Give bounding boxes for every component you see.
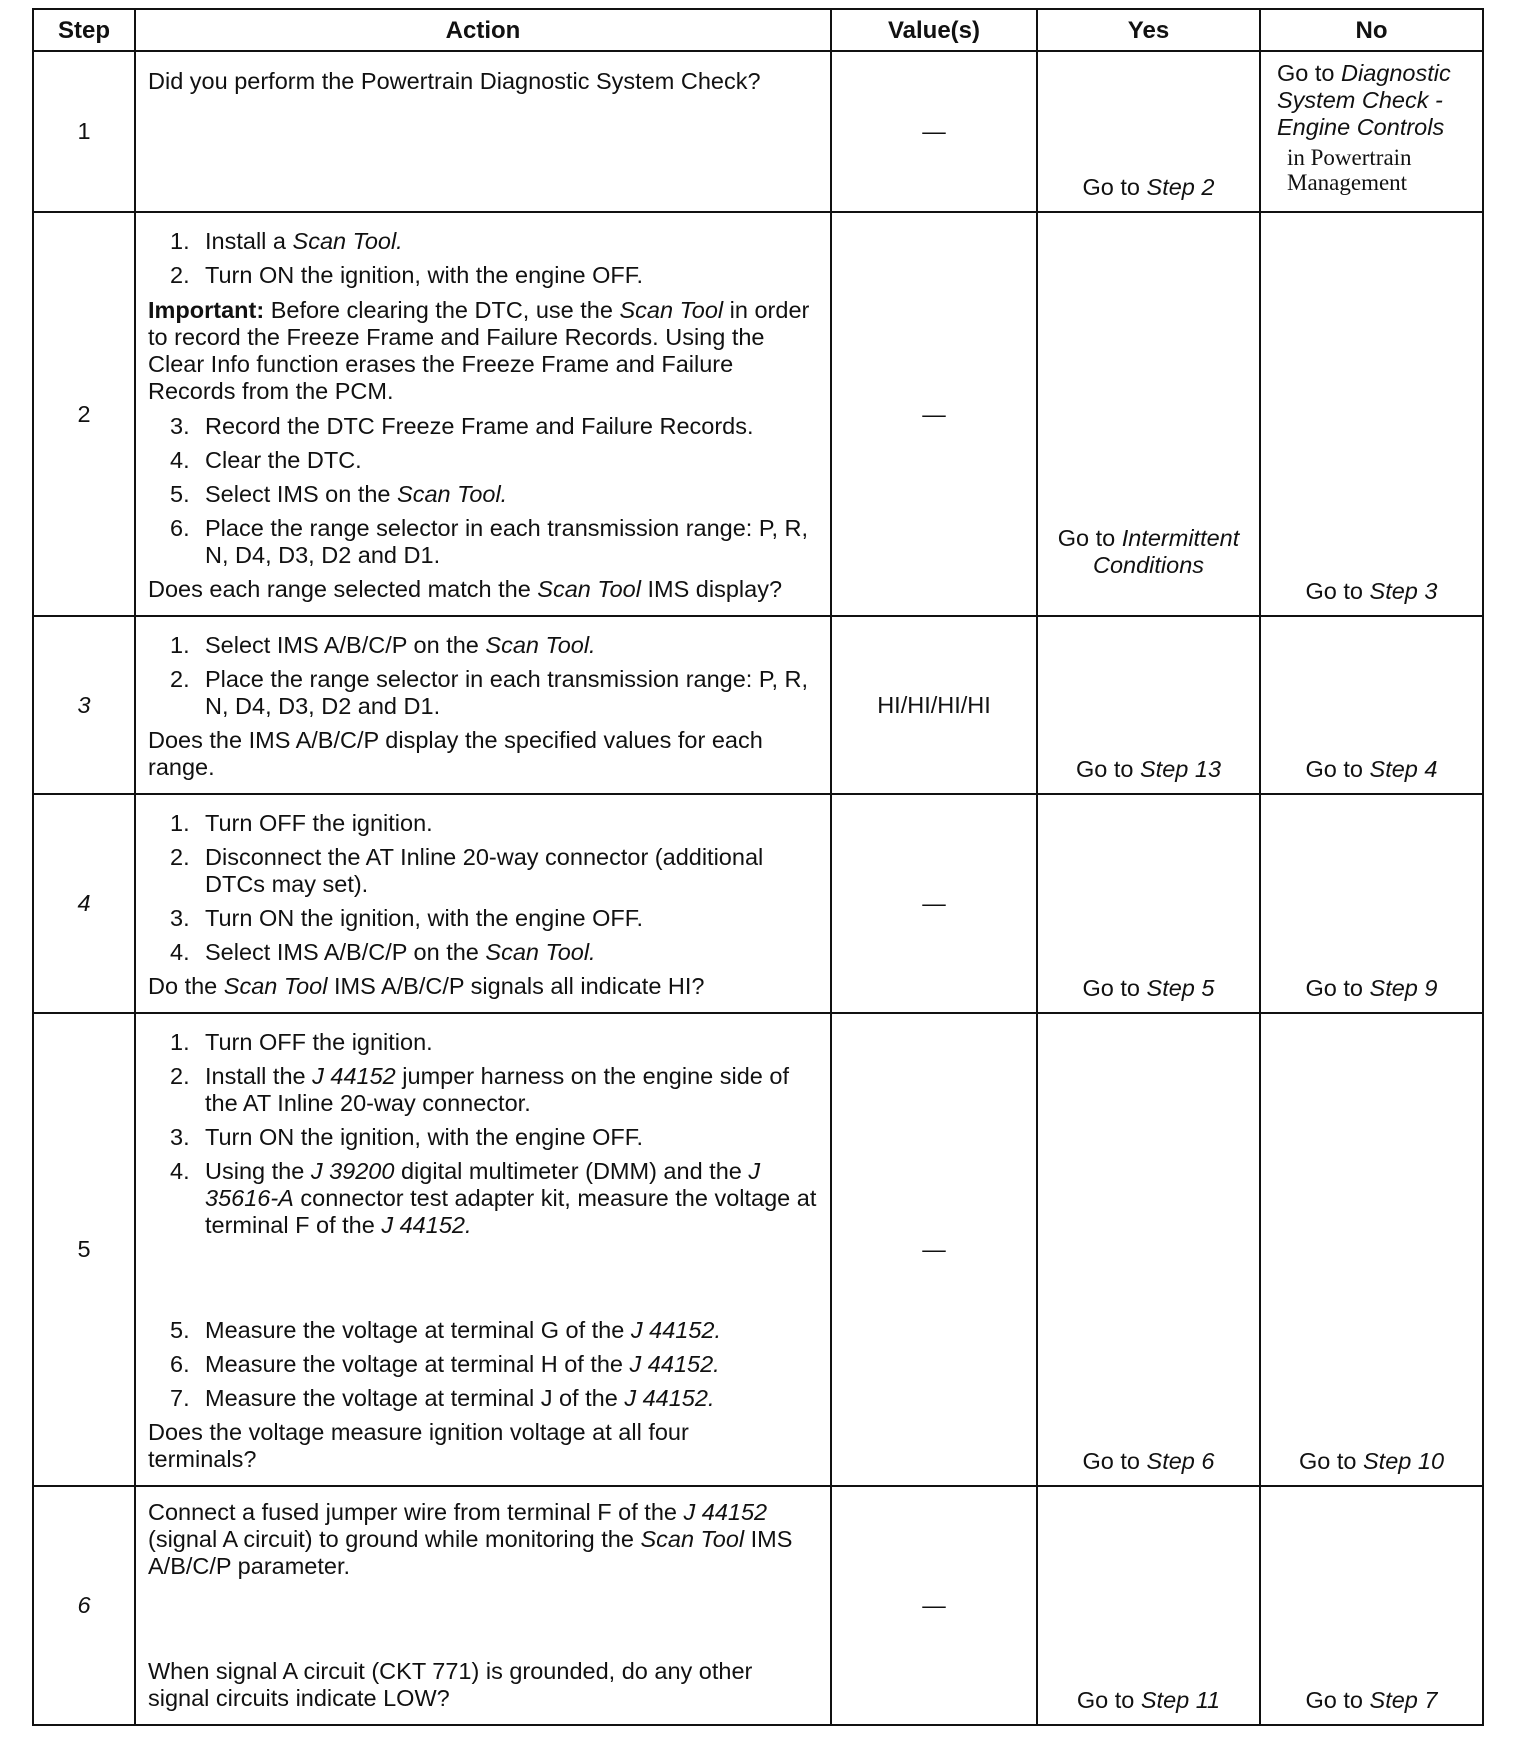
list-item [148,413,820,440]
question: Did you perform the Powertrain Diagnostic System Check? [148,68,761,94]
yes-prefix: Go to [1076,1687,1141,1713]
yes-link[interactable]: Step 2 [1146,174,1215,200]
table-row [33,51,1483,212]
no-prefix: Go to [1298,1448,1363,1474]
item-emphasis: J 44152 [312,1063,396,1089]
item-number: 3. [170,413,190,439]
yes-cell [1037,616,1260,794]
item-number: 7. [170,1385,190,1411]
item-text: Record the DTC Freeze Frame and Failure Records. [205,413,754,439]
step-number: 4 [33,794,135,1013]
item-number: 4. [170,1158,190,1184]
item-emphasis: Scan Tool. [292,228,403,254]
header-yes: Yes [1037,9,1260,51]
list-item [148,1124,820,1151]
header-no: No [1260,9,1483,51]
question: When signal A circuit (CKT 771) is grounded, do any other signal circuits indicate LOW? [148,1658,753,1711]
item-emphasis: J 39200 [310,1158,395,1184]
no-prefix: Go to [1277,60,1342,86]
action-list [148,413,820,569]
list-item [148,905,820,932]
no-link[interactable]: Step 3 [1369,578,1438,604]
no-prefix: Go to [1305,578,1370,604]
no-link[interactable]: Step 9 [1369,975,1438,1001]
yes-cell [1037,794,1260,1013]
no-cell [1260,616,1483,794]
list-item [148,1317,820,1344]
header-step: Step [33,9,135,51]
item-text: Turn OFF the ignition. [205,810,433,836]
item-number: 2. [170,666,190,692]
no-cell [1260,1013,1483,1486]
no-prefix: Go to [1305,975,1370,1001]
item-emphasis: J 44152. [629,1351,720,1377]
yes-cell [1037,212,1260,616]
note-text: Before clearing the DTC, use the [264,297,620,323]
action-list [148,228,820,289]
action-cell [135,51,831,212]
item-number: 1. [170,810,190,836]
question-text: IMS A/B/C/P signals all indicate HI? [327,973,705,999]
list-item [148,515,820,569]
question: Does the IMS A/B/C/P display the specified values for each range. [148,727,763,780]
list-item [148,632,820,659]
item-number: 5. [170,481,190,507]
no-link[interactable]: Step 10 [1363,1448,1445,1474]
list-item [148,666,820,720]
question-text: Does each range selected match the [148,576,538,602]
item-number: 1. [170,1029,190,1055]
list-item [148,1158,820,1239]
action-cell [135,1013,831,1486]
item-number: 4. [170,939,190,965]
yes-link[interactable]: Step 6 [1146,1448,1215,1474]
item-number: 2. [170,1063,190,1089]
item-text: Disconnect the AT Inline 20-way connector (additional DTCs may set). [205,844,764,897]
item-number: 5. [170,1317,190,1343]
item-number: 1. [170,632,190,658]
item-text: Select IMS A/B/C/P on the [205,632,486,658]
item-text: Turn ON the ignition, with the engine OFF. [205,262,644,288]
yes-prefix: Go to [1075,756,1140,782]
yes-cell [1037,1013,1260,1486]
item-number: 6. [170,1351,190,1377]
list-item [148,1029,820,1056]
important-label: Important: [148,297,265,323]
list-item [148,1351,820,1378]
instruction-emphasis: Scan Tool [640,1526,745,1552]
no-cell [1260,51,1483,212]
item-text: Install the [205,1063,313,1089]
item-text: Turn OFF the ignition. [205,1029,433,1055]
yes-link[interactable]: Step 5 [1146,975,1215,1001]
yes-cell [1037,1486,1260,1725]
item-text: Turn ON the ignition, with the engine OFF. [205,905,644,931]
question-emphasis: Scan Tool [537,576,641,602]
instruction-text: IMS A/B/C/P parameter. [148,1526,793,1579]
no-link[interactable]: Step 4 [1369,756,1438,782]
table-row [33,212,1483,616]
note-emphasis: Scan Tool [619,297,724,323]
step-number: 3 [33,616,135,794]
instruction-text: (signal A circuit) to ground while monitoring the [148,1526,641,1552]
instruction-emphasis: J 44152 [683,1499,768,1525]
table-row [33,1013,1483,1486]
no-link[interactable]: Step 7 [1369,1687,1438,1713]
value-cell: — [831,1013,1037,1486]
item-text: Using the [205,1158,311,1184]
table-row [33,616,1483,794]
question-text: IMS display? [640,576,783,602]
action-cell [135,1486,831,1725]
no-prefix: Go to [1305,756,1370,782]
action-list [148,810,820,966]
table-row [33,794,1483,1013]
value-cell: — [831,212,1037,616]
item-emphasis: Scan Tool. [485,632,596,658]
yes-link[interactable]: Intermittent Conditions [1092,525,1240,578]
item-number: 2. [170,844,190,870]
no-prefix: Go to [1305,1687,1370,1713]
list-item [148,228,820,255]
no-cell [1260,1486,1483,1725]
question [148,576,820,603]
item-text: Turn ON the ignition, with the engine OFF. [205,1124,644,1150]
yes-link[interactable]: Step 13 [1140,756,1222,782]
item-text: Measure the voltage at terminal H of the [205,1351,630,1377]
important-note [148,297,820,405]
item-text: Install a [205,228,293,254]
no-cell [1260,794,1483,1013]
item-text: Select IMS A/B/C/P on the [205,939,486,965]
list-item [148,481,820,508]
item-text: Measure the voltage at terminal G of the [205,1317,631,1343]
list-item [148,1063,820,1117]
yes-prefix: Go to [1082,174,1147,200]
action-cell [135,794,831,1013]
action-list [148,632,820,720]
no-suffix: in Powertrain Management [1287,145,1412,195]
list-item [148,1385,820,1412]
yes-prefix: Go to [1082,1448,1147,1474]
item-text: connector test adapter kit, measure the voltage at terminal F of the [205,1185,817,1238]
no-cell [1260,212,1483,616]
no-link[interactable]: Diagnostic System Check - Engine Controls [1277,60,1451,140]
item-text: Place the range selector in each transmission range: P, R, N, D4, D3, D2 and D1. [205,666,809,719]
item-number: 4. [170,447,190,473]
diagnostic-table [32,8,1484,1726]
item-text: Select IMS on the [205,481,398,507]
action-list [148,1029,820,1412]
action-cell [135,212,831,616]
step-number: 5 [33,1013,135,1486]
question: Does the voltage measure ignition voltage at all four terminals? [148,1419,689,1472]
question-text: Do the [148,973,224,999]
item-text: jumper harness on the engine side of the AT Inline 20-way connector. [205,1063,789,1116]
item-text: Place the range selector in each transmission range: P, R, N, D4, D3, D2 and D1. [205,515,809,568]
item-number: 2. [170,262,190,288]
table-row [33,1486,1483,1725]
question [148,973,820,1000]
header-row [33,9,1483,51]
item-emphasis: J 44152. [630,1317,721,1343]
item-emphasis: J 44152. [624,1385,715,1411]
value-cell: — [831,794,1037,1013]
header-action: Action [135,9,831,51]
item-text: Measure the voltage at terminal J of the [205,1385,625,1411]
item-number: 3. [170,905,190,931]
list-item [148,262,820,289]
item-number: 1. [170,228,190,254]
instruction [148,1499,820,1580]
item-emphasis: Scan Tool. [397,481,508,507]
list-item [148,939,820,966]
value-cell: HI/HI/HI/HI [831,616,1037,794]
instruction-text: Connect a fused jumper wire from terminal F of the [148,1499,684,1525]
item-text: digital multimeter (DMM) and the [394,1158,749,1184]
action-cell [135,616,831,794]
value-cell: — [831,1486,1037,1725]
question-emphasis: Scan Tool [223,973,328,999]
item-number: 6. [170,515,190,541]
yes-cell [1037,51,1260,212]
header-values: Value(s) [831,9,1037,51]
yes-link[interactable]: Step 11 [1140,1687,1221,1713]
list-item [148,447,820,474]
list-item [148,844,820,898]
item-emphasis: J 44152. [381,1212,472,1238]
item-number: 3. [170,1124,190,1150]
value-cell: — [831,51,1037,212]
yes-prefix: Go to [1057,525,1122,551]
item-emphasis: J 35616-A [205,1158,761,1211]
list-item [148,810,820,837]
step-number: 6 [33,1486,135,1725]
step-number: 2 [33,212,135,616]
item-emphasis: Scan Tool. [485,939,596,965]
yes-prefix: Go to [1082,975,1147,1001]
step-number: 1 [33,51,135,212]
item-text: Clear the DTC. [205,447,362,473]
note-text: in order to record the Freeze Frame and Failure Records. Using the Clear Info function erases the Freeze Frame and Failure Records from the PCM. [148,297,810,404]
